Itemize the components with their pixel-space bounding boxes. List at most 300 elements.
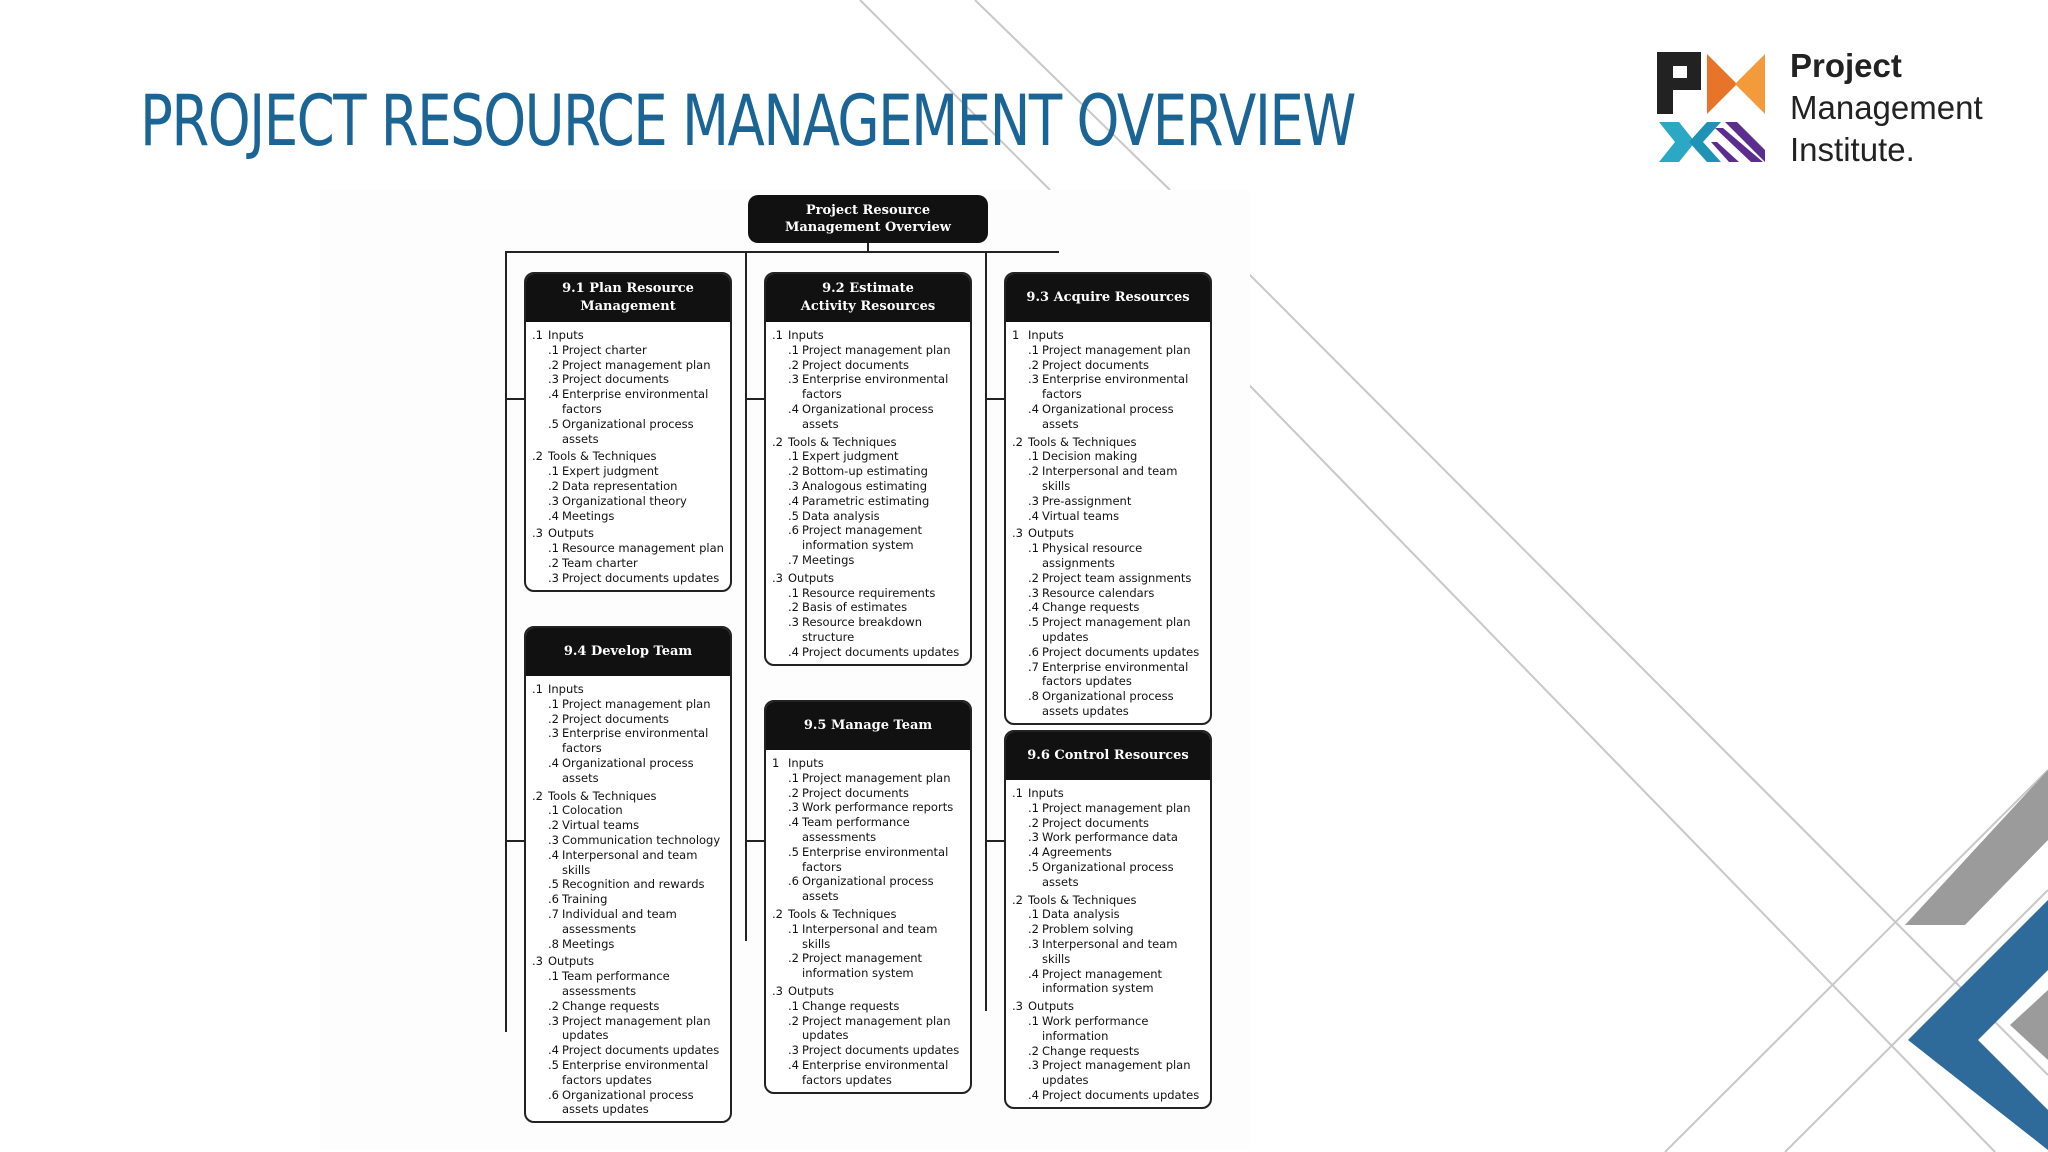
item-text: Physical resource assignments — [1042, 541, 1143, 570]
list-item — [772, 449, 966, 464]
section-number: .2 — [1012, 892, 1023, 907]
item-number: .6 — [788, 523, 799, 538]
box-section — [772, 984, 966, 1088]
section-label: Outputs — [1028, 526, 1074, 541]
root-line-2: Management Overview — [784, 220, 951, 235]
connector-tick-9-2 — [745, 398, 765, 400]
item-number: .3 — [788, 372, 799, 387]
list-item — [1012, 689, 1206, 719]
item-text: Data analysis — [802, 508, 880, 523]
item-number: .1 — [1028, 907, 1039, 922]
connector-col3 — [985, 251, 987, 1011]
list-item — [532, 877, 726, 892]
box-body — [1006, 780, 1210, 1107]
box-title-line-1: 9.3 Acquire Resources — [1026, 290, 1190, 305]
item-number: .1 — [788, 921, 799, 936]
item-number: .2 — [1028, 922, 1039, 937]
item-number: .5 — [788, 844, 799, 859]
connector-tick-9-3 — [985, 398, 1005, 400]
section-label: Inputs — [1028, 786, 1064, 800]
box-title — [526, 628, 730, 676]
list-item — [532, 1043, 726, 1058]
item-number: .5 — [1028, 615, 1039, 630]
box-body — [526, 322, 730, 590]
item-number: .3 — [548, 493, 559, 508]
item-number: .4 — [548, 1043, 559, 1058]
list-item — [532, 969, 726, 999]
box-section — [772, 435, 966, 568]
item-number: .2 — [1028, 570, 1039, 585]
section-heading — [1012, 328, 1206, 343]
item-text: Resource breakdown structure — [802, 615, 922, 644]
section-heading — [772, 328, 966, 343]
section-heading — [772, 907, 966, 922]
item-text: Organizational process assets updates — [562, 1087, 694, 1117]
list-item — [1012, 660, 1206, 690]
section-label: Inputs — [788, 756, 824, 770]
list-item — [772, 645, 966, 660]
item-text: Enterprise environmental factors — [802, 844, 949, 874]
item-text: Project management plan — [1042, 342, 1191, 357]
list-item — [772, 786, 966, 801]
section-label: Tools & Techniques — [1028, 892, 1137, 907]
list-item — [532, 387, 726, 417]
box-title-line-1: 9.2 Estimate — [822, 281, 914, 296]
item-number: .2 — [788, 464, 799, 479]
item-text: Resource management plan — [562, 541, 724, 556]
item-text: Individual and team assessments — [562, 906, 677, 936]
item-number: .5 — [788, 508, 799, 523]
list-item — [772, 845, 966, 875]
list-item — [532, 1058, 726, 1088]
item-text: Meetings — [562, 508, 615, 523]
item-text: Project documents updates — [1042, 1087, 1200, 1102]
list-item — [532, 541, 726, 556]
list-item — [772, 1043, 966, 1058]
item-text: Project documents — [802, 785, 910, 800]
item-text: Training — [562, 892, 608, 907]
list-item — [532, 937, 726, 952]
list-item — [772, 402, 966, 432]
item-text: Interpersonal and team skills — [1042, 936, 1178, 966]
item-number: .4 — [788, 401, 799, 416]
box-section — [1012, 328, 1206, 432]
list-item — [772, 771, 966, 786]
item-number: .6 — [1028, 644, 1039, 659]
item-number: .3 — [1028, 1058, 1039, 1073]
item-text: Change requests — [1042, 1043, 1140, 1058]
item-text: Project management information system — [802, 951, 923, 981]
item-number: .2 — [548, 555, 559, 570]
item-number: .5 — [548, 1057, 559, 1072]
box-title-line-1: 9.1 Plan Resource — [562, 281, 694, 296]
section-heading — [532, 682, 726, 697]
item-number: .4 — [788, 815, 799, 830]
item-number: .4 — [1028, 966, 1039, 981]
deco-gray-shape — [1905, 770, 2048, 925]
box-section — [1012, 999, 1206, 1103]
item-number: .2 — [788, 951, 799, 966]
item-number: .2 — [788, 785, 799, 800]
item-text: Enterprise environmental factors updates — [802, 1057, 949, 1087]
item-number: .4 — [788, 1057, 799, 1072]
section-heading — [1012, 786, 1206, 801]
box-body — [1006, 322, 1210, 723]
item-text: Organizational process assets — [802, 874, 934, 904]
item-number: .3 — [548, 1013, 559, 1028]
item-number: .1 — [788, 770, 799, 785]
item-number: .1 — [1028, 800, 1039, 815]
section-heading — [532, 789, 726, 804]
deco-line — [1220, 245, 2048, 1075]
section-heading — [532, 449, 726, 464]
process-box-9-1 — [524, 272, 732, 592]
box-section — [772, 571, 966, 660]
item-text: Team charter — [562, 555, 638, 570]
item-number: .4 — [1028, 508, 1039, 523]
section-heading — [1012, 893, 1206, 908]
section-heading — [772, 571, 966, 586]
list-item — [772, 951, 966, 981]
section-number: .3 — [1012, 999, 1023, 1014]
list-item — [532, 697, 726, 712]
section-heading — [772, 435, 966, 450]
section-heading — [772, 756, 966, 771]
section-label: Inputs — [548, 328, 584, 342]
section-label: Outputs — [548, 954, 594, 969]
item-number: .3 — [788, 1043, 799, 1058]
section-heading — [532, 526, 726, 541]
item-number: .3 — [1028, 830, 1039, 845]
box-title-line-1: 9.4 Develop Team — [563, 644, 693, 659]
item-number: .1 — [548, 969, 559, 984]
item-text: Project documents updates — [562, 570, 720, 585]
item-number: .7 — [1028, 659, 1039, 674]
list-item — [1012, 860, 1206, 890]
item-number: .4 — [1028, 401, 1039, 416]
item-number: .7 — [788, 552, 799, 567]
list-item — [772, 372, 966, 402]
item-text: Project documents — [1042, 815, 1150, 830]
section-number: .2 — [1012, 434, 1023, 449]
item-number: .1 — [548, 541, 559, 556]
item-number: .2 — [548, 818, 559, 833]
section-number: 1 — [772, 756, 780, 770]
list-item — [1012, 1044, 1206, 1059]
list-item — [532, 571, 726, 586]
box-body — [526, 676, 730, 1121]
list-item — [772, 586, 966, 601]
list-item — [532, 464, 726, 479]
box-section — [772, 328, 966, 432]
item-text: Work performance data — [1042, 830, 1178, 845]
list-item — [1012, 801, 1206, 816]
connector-col2 — [745, 251, 747, 941]
list-item — [1012, 1058, 1206, 1088]
item-number: .2 — [788, 357, 799, 372]
list-item — [532, 848, 726, 878]
list-item — [1012, 1014, 1206, 1044]
item-text: Enterprise environmental factors updates — [562, 1057, 709, 1087]
item-text: Enterprise environmental factors — [562, 387, 709, 416]
item-number: .3 — [1028, 372, 1039, 387]
item-text: Organizational process assets — [562, 755, 694, 785]
box-section — [532, 449, 726, 523]
list-item — [772, 464, 966, 479]
item-text: Project management plan — [562, 696, 711, 711]
list-item — [532, 803, 726, 818]
item-number: .3 — [548, 726, 559, 741]
item-number: .2 — [1028, 464, 1039, 479]
list-item — [532, 999, 726, 1014]
list-item — [532, 494, 726, 509]
pmi-logo-mark — [1655, 50, 1775, 165]
item-number: .6 — [548, 892, 559, 907]
item-number: .5 — [1028, 859, 1039, 874]
list-item — [1012, 402, 1206, 432]
connector-tick-9-4 — [505, 840, 525, 842]
item-text: Project management plan updates — [562, 1013, 711, 1043]
box-title — [1006, 732, 1210, 780]
list-item — [772, 479, 966, 494]
item-number: .2 — [548, 478, 559, 493]
item-number: .3 — [1028, 936, 1039, 951]
item-text: Bottom-up estimating — [802, 464, 928, 479]
logo-line-2: Management — [1790, 89, 1983, 126]
list-item — [532, 343, 726, 358]
list-item — [532, 818, 726, 833]
list-item — [772, 874, 966, 904]
item-text: Organizational theory — [562, 493, 687, 508]
section-number: .2 — [772, 906, 783, 921]
pmi-logo — [1655, 45, 2035, 168]
item-number: .2 — [548, 711, 559, 726]
item-text: Organizational process assets — [802, 401, 934, 431]
item-text: Change requests — [802, 998, 900, 1013]
list-item — [1012, 343, 1206, 358]
list-item — [772, 1058, 966, 1088]
list-item — [532, 833, 726, 848]
connector-tick-9-1 — [505, 398, 525, 400]
item-text: Project management plan — [802, 770, 951, 785]
box-title-line-2: Activity Resources — [800, 299, 936, 314]
item-number: .1 — [548, 803, 559, 818]
section-number: .3 — [1012, 526, 1023, 541]
item-number: .3 — [788, 800, 799, 815]
item-number: .4 — [1028, 845, 1039, 860]
item-number: .1 — [788, 449, 799, 464]
list-item — [1012, 937, 1206, 967]
box-section — [1012, 786, 1206, 890]
item-number: .5 — [548, 877, 559, 892]
item-text: Change requests — [562, 998, 660, 1013]
item-text: Project documents updates — [562, 1043, 720, 1058]
section-heading — [1012, 526, 1206, 541]
item-number: .1 — [788, 585, 799, 600]
item-text: Agreements — [1042, 845, 1112, 860]
process-overview-diagram — [320, 190, 1250, 1150]
item-text: Project management plan updates — [1042, 1058, 1191, 1088]
item-text: Recognition and rewards — [562, 877, 705, 892]
list-item — [532, 358, 726, 373]
item-number: .1 — [1028, 449, 1039, 464]
item-text: Problem solving — [1042, 922, 1134, 937]
section-number: 1 — [1012, 328, 1020, 342]
list-item — [1012, 541, 1206, 571]
list-item — [772, 343, 966, 358]
item-number: .3 — [1028, 585, 1039, 600]
item-number: .2 — [788, 1013, 799, 1028]
section-label: Tools & Techniques — [788, 434, 897, 449]
section-number: .3 — [532, 526, 543, 541]
process-box-9-2 — [764, 272, 972, 666]
box-title — [526, 274, 730, 322]
list-item — [532, 372, 726, 387]
section-number: .3 — [532, 954, 543, 969]
item-number: .1 — [548, 696, 559, 711]
box-section — [532, 328, 726, 446]
section-heading — [1012, 435, 1206, 450]
list-item — [1012, 1088, 1206, 1103]
section-label: Outputs — [788, 983, 834, 998]
item-text: Organizational process assets — [1042, 859, 1174, 889]
list-item — [1012, 358, 1206, 373]
list-item — [532, 726, 726, 756]
item-text: Enterprise environmental factors — [802, 372, 949, 402]
item-text: Project management plan — [1042, 800, 1191, 815]
list-item — [772, 922, 966, 952]
box-title-line-1: 9.6 Control Resources — [1027, 748, 1189, 763]
item-text: Data analysis — [1042, 907, 1120, 922]
item-text: Team performance assessments — [562, 969, 670, 998]
list-item — [772, 358, 966, 373]
item-text: Project management plan — [802, 342, 951, 357]
item-number: .2 — [1028, 815, 1039, 830]
box-section — [532, 526, 726, 585]
list-item — [532, 479, 726, 494]
list-item — [772, 815, 966, 845]
list-item — [1012, 586, 1206, 601]
item-text: Project team assignments — [1042, 570, 1192, 585]
item-text: Organizational process assets updates — [1042, 689, 1174, 718]
item-number: .1 — [788, 998, 799, 1013]
item-number: .3 — [548, 372, 559, 387]
item-text: Work performance information — [1042, 1013, 1149, 1043]
section-label: Inputs — [1028, 328, 1064, 342]
item-text: Project management plan updates — [802, 1013, 951, 1043]
list-item — [532, 1088, 726, 1118]
box-section — [772, 907, 966, 981]
item-text: Project documents updates — [802, 1043, 960, 1058]
section-label: Outputs — [1028, 999, 1074, 1014]
item-text: Project documents updates — [802, 644, 960, 659]
box-title-line-2: Management — [580, 299, 676, 314]
item-number: .5 — [548, 416, 559, 431]
box-body — [766, 750, 970, 1092]
item-text: Enterprise environmental factors updates — [1042, 659, 1189, 689]
item-text: Project management plan updates — [1042, 615, 1191, 644]
item-text: Project management plan — [562, 357, 711, 372]
list-item — [1012, 645, 1206, 660]
list-item — [772, 1014, 966, 1044]
item-number: .2 — [788, 600, 799, 615]
section-label: Tools & Techniques — [548, 788, 657, 803]
box-title — [766, 274, 970, 322]
item-number: .4 — [1028, 1087, 1039, 1102]
item-number: .3 — [1028, 493, 1039, 508]
item-number: .1 — [1028, 541, 1039, 556]
item-number: .8 — [1028, 689, 1039, 704]
list-item — [1012, 600, 1206, 615]
item-text: Virtual teams — [1042, 508, 1120, 523]
list-item — [532, 756, 726, 786]
list-item — [532, 417, 726, 447]
box-title — [1006, 274, 1210, 322]
list-item — [772, 615, 966, 645]
item-text: Project documents — [802, 357, 910, 372]
item-text: Organizational process assets — [562, 416, 694, 446]
item-number: .4 — [1028, 600, 1039, 615]
item-text: Virtual teams — [562, 818, 640, 833]
box-section — [1012, 893, 1206, 997]
item-text: Parametric estimating — [802, 493, 930, 508]
section-label: Inputs — [548, 682, 584, 696]
list-item — [532, 712, 726, 727]
list-item — [532, 907, 726, 937]
item-text: Expert judgment — [802, 449, 899, 464]
item-number: .4 — [548, 387, 559, 402]
root-node — [748, 195, 988, 243]
item-text: Team performance assessments — [802, 815, 910, 844]
item-number: .3 — [548, 832, 559, 847]
logo-line-3: Institute. — [1790, 131, 1915, 168]
section-heading — [1012, 999, 1206, 1014]
list-item — [772, 800, 966, 815]
item-number: .3 — [788, 615, 799, 630]
list-item — [532, 556, 726, 571]
item-text: Meetings — [562, 936, 615, 951]
section-number: .1 — [532, 328, 543, 342]
item-number: .2 — [548, 998, 559, 1013]
section-heading — [532, 328, 726, 343]
box-title — [766, 702, 970, 750]
item-number: .2 — [1028, 1043, 1039, 1058]
item-number: .2 — [1028, 357, 1039, 372]
pmi-logo-text — [1790, 45, 1983, 171]
item-text: Resource requirements — [802, 585, 936, 600]
list-item — [1012, 967, 1206, 997]
item-text: Resource calendars — [1042, 585, 1155, 600]
process-box-9-3 — [1004, 272, 1212, 725]
item-text: Enterprise environmental factors — [1042, 372, 1189, 402]
section-number: .1 — [772, 328, 783, 342]
section-number: .2 — [532, 788, 543, 803]
list-item — [1012, 464, 1206, 494]
box-section — [532, 789, 726, 952]
item-text: Enterprise environmental factors — [562, 726, 709, 756]
item-number: .8 — [548, 936, 559, 951]
item-number: .4 — [788, 493, 799, 508]
process-box-9-4 — [524, 626, 732, 1123]
item-text: Project charter — [562, 342, 647, 357]
item-number: .4 — [788, 644, 799, 659]
list-item — [1012, 907, 1206, 922]
item-number: .1 — [548, 342, 559, 357]
item-text: Project documents — [1042, 357, 1150, 372]
list-item — [772, 494, 966, 509]
box-section — [1012, 435, 1206, 524]
connector-col1 — [505, 251, 507, 1032]
